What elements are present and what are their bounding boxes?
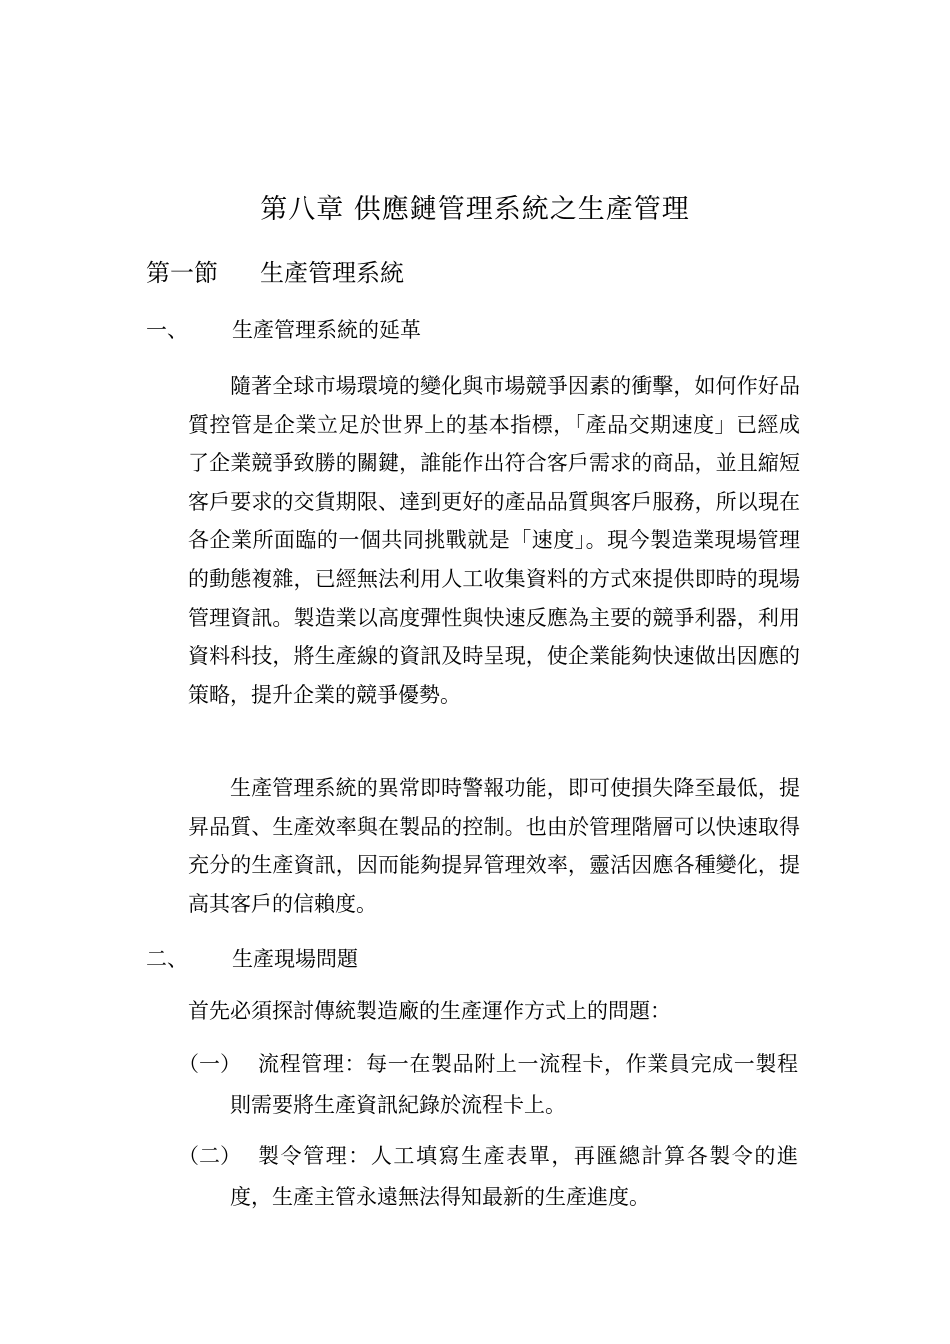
section-title: 生產管理系統 bbox=[260, 259, 404, 287]
subsection-heading-2 bbox=[146, 944, 358, 974]
list-marker: （二） bbox=[178, 1144, 241, 1168]
list-item-text: 製令管理：人工填寫生產表單，再匯總計算各製令的進度，生產主管永遠無法得知最新的生產進度。 bbox=[230, 1144, 798, 1209]
subsection-title: 生產現場問題 bbox=[232, 947, 358, 971]
body-paragraph-1: 隨著全球市場環境的變化與市場競爭因素的衝擊，如何作好品質控管是企業立足於世界上的基本指標，「產品交期速度」已經成了企業競爭致勝的關鍵，誰能作出符合客戶需求的商品，並且縮短客戶要求的交貨期限、達到更好的產品品質與客戶服務，所以現在各企業所面臨的一個共同挑戰就是「速度」。現今製造業現場管理的動態複雜，已經無法利用人工收集資料的方式來提供即時的現場管理資訊。製造業以高度彈性與快速反應為主要的競爭利器，利用資料科技，將生產線的資訊及時呈現，使企業能夠快速做出因應的策略，提升企業的競爭優勢。 bbox=[188, 374, 800, 707]
chapter-title: 第八章 供應鏈管理系統之生產管理 bbox=[260, 194, 690, 225]
section-heading bbox=[146, 256, 404, 290]
body-paragraph-2: 生產管理系統的異常即時警報功能，即可使損失降至最低，提昇品質、生產效率與在製品的控制。也由於管理階層可以快速取得充分的生產資訊，因而能夠提昇管理效率，靈活因應各種變化，提高其客戶的信賴度。 bbox=[188, 776, 800, 916]
list-marker: （一） bbox=[178, 1052, 241, 1076]
section-number: 第一節 bbox=[146, 259, 218, 287]
intro-sentence: 首先必須探討傳統製造廠的生產運作方式上的問題： bbox=[188, 999, 671, 1023]
subsection-title: 生產管理系統的延革 bbox=[232, 318, 421, 342]
list-item bbox=[178, 1044, 798, 1126]
list-item-text: 流程管理：每一在製品附上一流程卡，作業員完成一製程則需要將生產資訊紀錄於流程卡上。 bbox=[230, 1052, 798, 1117]
subsection-heading-1 bbox=[146, 315, 421, 345]
list-item bbox=[178, 1136, 798, 1218]
subsection-number: 二、 bbox=[146, 947, 188, 971]
subsection-number: 一、 bbox=[146, 318, 188, 342]
